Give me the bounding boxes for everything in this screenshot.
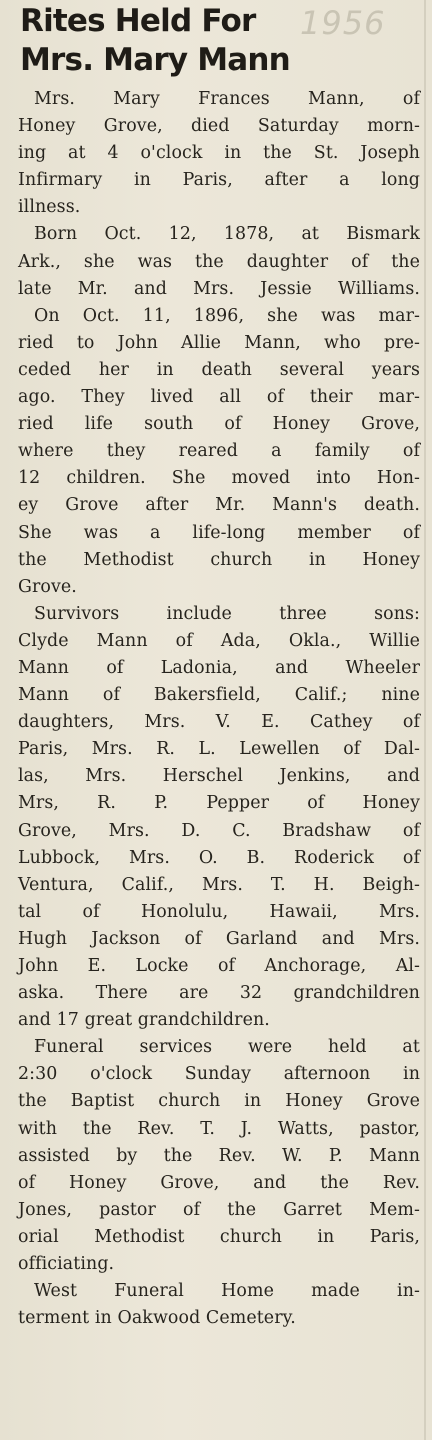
article-line: Mrs. Mary Frances Mann, of bbox=[34, 89, 420, 109]
headline-line-1: Rites Held For bbox=[20, 3, 256, 39]
clipping-edge bbox=[424, 0, 426, 1440]
article-line: ried life south of Honey Grove, bbox=[18, 414, 420, 435]
article-line: 2:30 o'clock Sunday afternoon in bbox=[18, 1064, 420, 1085]
article-line: Mrs, R. P. Pepper of Honey bbox=[18, 793, 420, 814]
article-line: las, Mrs. Herschel Jenkins, and bbox=[18, 766, 420, 787]
article-line: officiating. bbox=[18, 1254, 115, 1275]
article-line: On Oct. 11, 1896, she was mar- bbox=[34, 305, 420, 326]
handwritten-year: 1956 bbox=[300, 4, 386, 42]
article-line: Lubbock, Mrs. O. B. Roderick of bbox=[18, 847, 420, 868]
article-line: Born Oct. 12, 1878, at Bismark bbox=[34, 224, 420, 245]
article-line: daughters, Mrs. V. E. Cathey of bbox=[18, 712, 420, 733]
article-line: Grove, Mrs. D. C. Bradshaw of bbox=[18, 820, 420, 841]
article-line: of Honey Grove, and the Rev. bbox=[18, 1172, 420, 1193]
article-line: Jones, pastor of the Garret Mem- bbox=[18, 1199, 420, 1220]
article-line: with the Rev. T. J. Watts, pastor, bbox=[18, 1118, 420, 1139]
article-line: John E. Locke of Anchorage, Al- bbox=[18, 956, 420, 976]
article-body bbox=[18, 86, 420, 1332]
article-line: ey Grove after Mr. Mann's death. bbox=[18, 495, 420, 516]
article-line: Ventura, Calif., Mrs. T. H. Beigh- bbox=[18, 874, 420, 895]
article-line: where they reared a family of bbox=[18, 441, 420, 462]
headline bbox=[20, 2, 290, 80]
article-line: terment in Oakwood Cemetery. bbox=[18, 1308, 296, 1329]
article-line: orial Methodist church in Paris, bbox=[18, 1226, 420, 1247]
article-line: Grove. bbox=[18, 576, 77, 597]
article-line: the Baptist church in Honey Grove bbox=[18, 1091, 420, 1112]
article-line: ing at 4 o'clock in the St. Joseph bbox=[18, 143, 420, 164]
article-line: assisted by the Rev. W. P. Mann bbox=[18, 1145, 420, 1166]
article-line: tal of Honolulu, Hawaii, Mrs. bbox=[18, 901, 420, 922]
article-line: aska. There are 32 grandchildren bbox=[18, 983, 420, 1004]
article-line: Funeral services were held at bbox=[34, 1037, 420, 1058]
article-line: Clyde Mann of Ada, Okla., Willie bbox=[18, 630, 420, 651]
article-line: West Funeral Home made in- bbox=[34, 1281, 420, 1302]
article-line: Mann of Ladonia, and Wheeler bbox=[18, 657, 420, 678]
article-line: Infirmary in Paris, after a long bbox=[18, 170, 420, 191]
article-line: Ark., she was the daughter of the bbox=[18, 251, 420, 272]
article-line: Mann of Bakersfield, Calif.; nine bbox=[18, 685, 420, 706]
article-line: ago. They lived all of their mar- bbox=[18, 387, 420, 408]
article-line: and 17 great grandchildren. bbox=[18, 1010, 270, 1031]
article-line: ceded her in death several years bbox=[18, 359, 420, 380]
article-line: Honey Grove, died Saturday morn- bbox=[18, 116, 420, 137]
article-line: Survivors include three sons: bbox=[34, 603, 420, 624]
article-line: Hugh Jackson of Garland and Mrs. bbox=[18, 928, 420, 949]
article-line: ried to John Allie Mann, who pre- bbox=[18, 332, 420, 353]
headline-line-2: Mrs. Mary Mann bbox=[20, 42, 290, 78]
article-line: She was a life-long member of bbox=[18, 522, 420, 543]
article-line: illness. bbox=[18, 197, 81, 218]
article-line: 12 children. She moved into Hon- bbox=[18, 468, 420, 489]
article-line: Paris, Mrs. R. L. Lewellen of Dal- bbox=[18, 739, 420, 760]
article-line: late Mr. and Mrs. Jessie Williams. bbox=[18, 278, 420, 299]
article-line: the Methodist church in Honey bbox=[18, 549, 420, 570]
